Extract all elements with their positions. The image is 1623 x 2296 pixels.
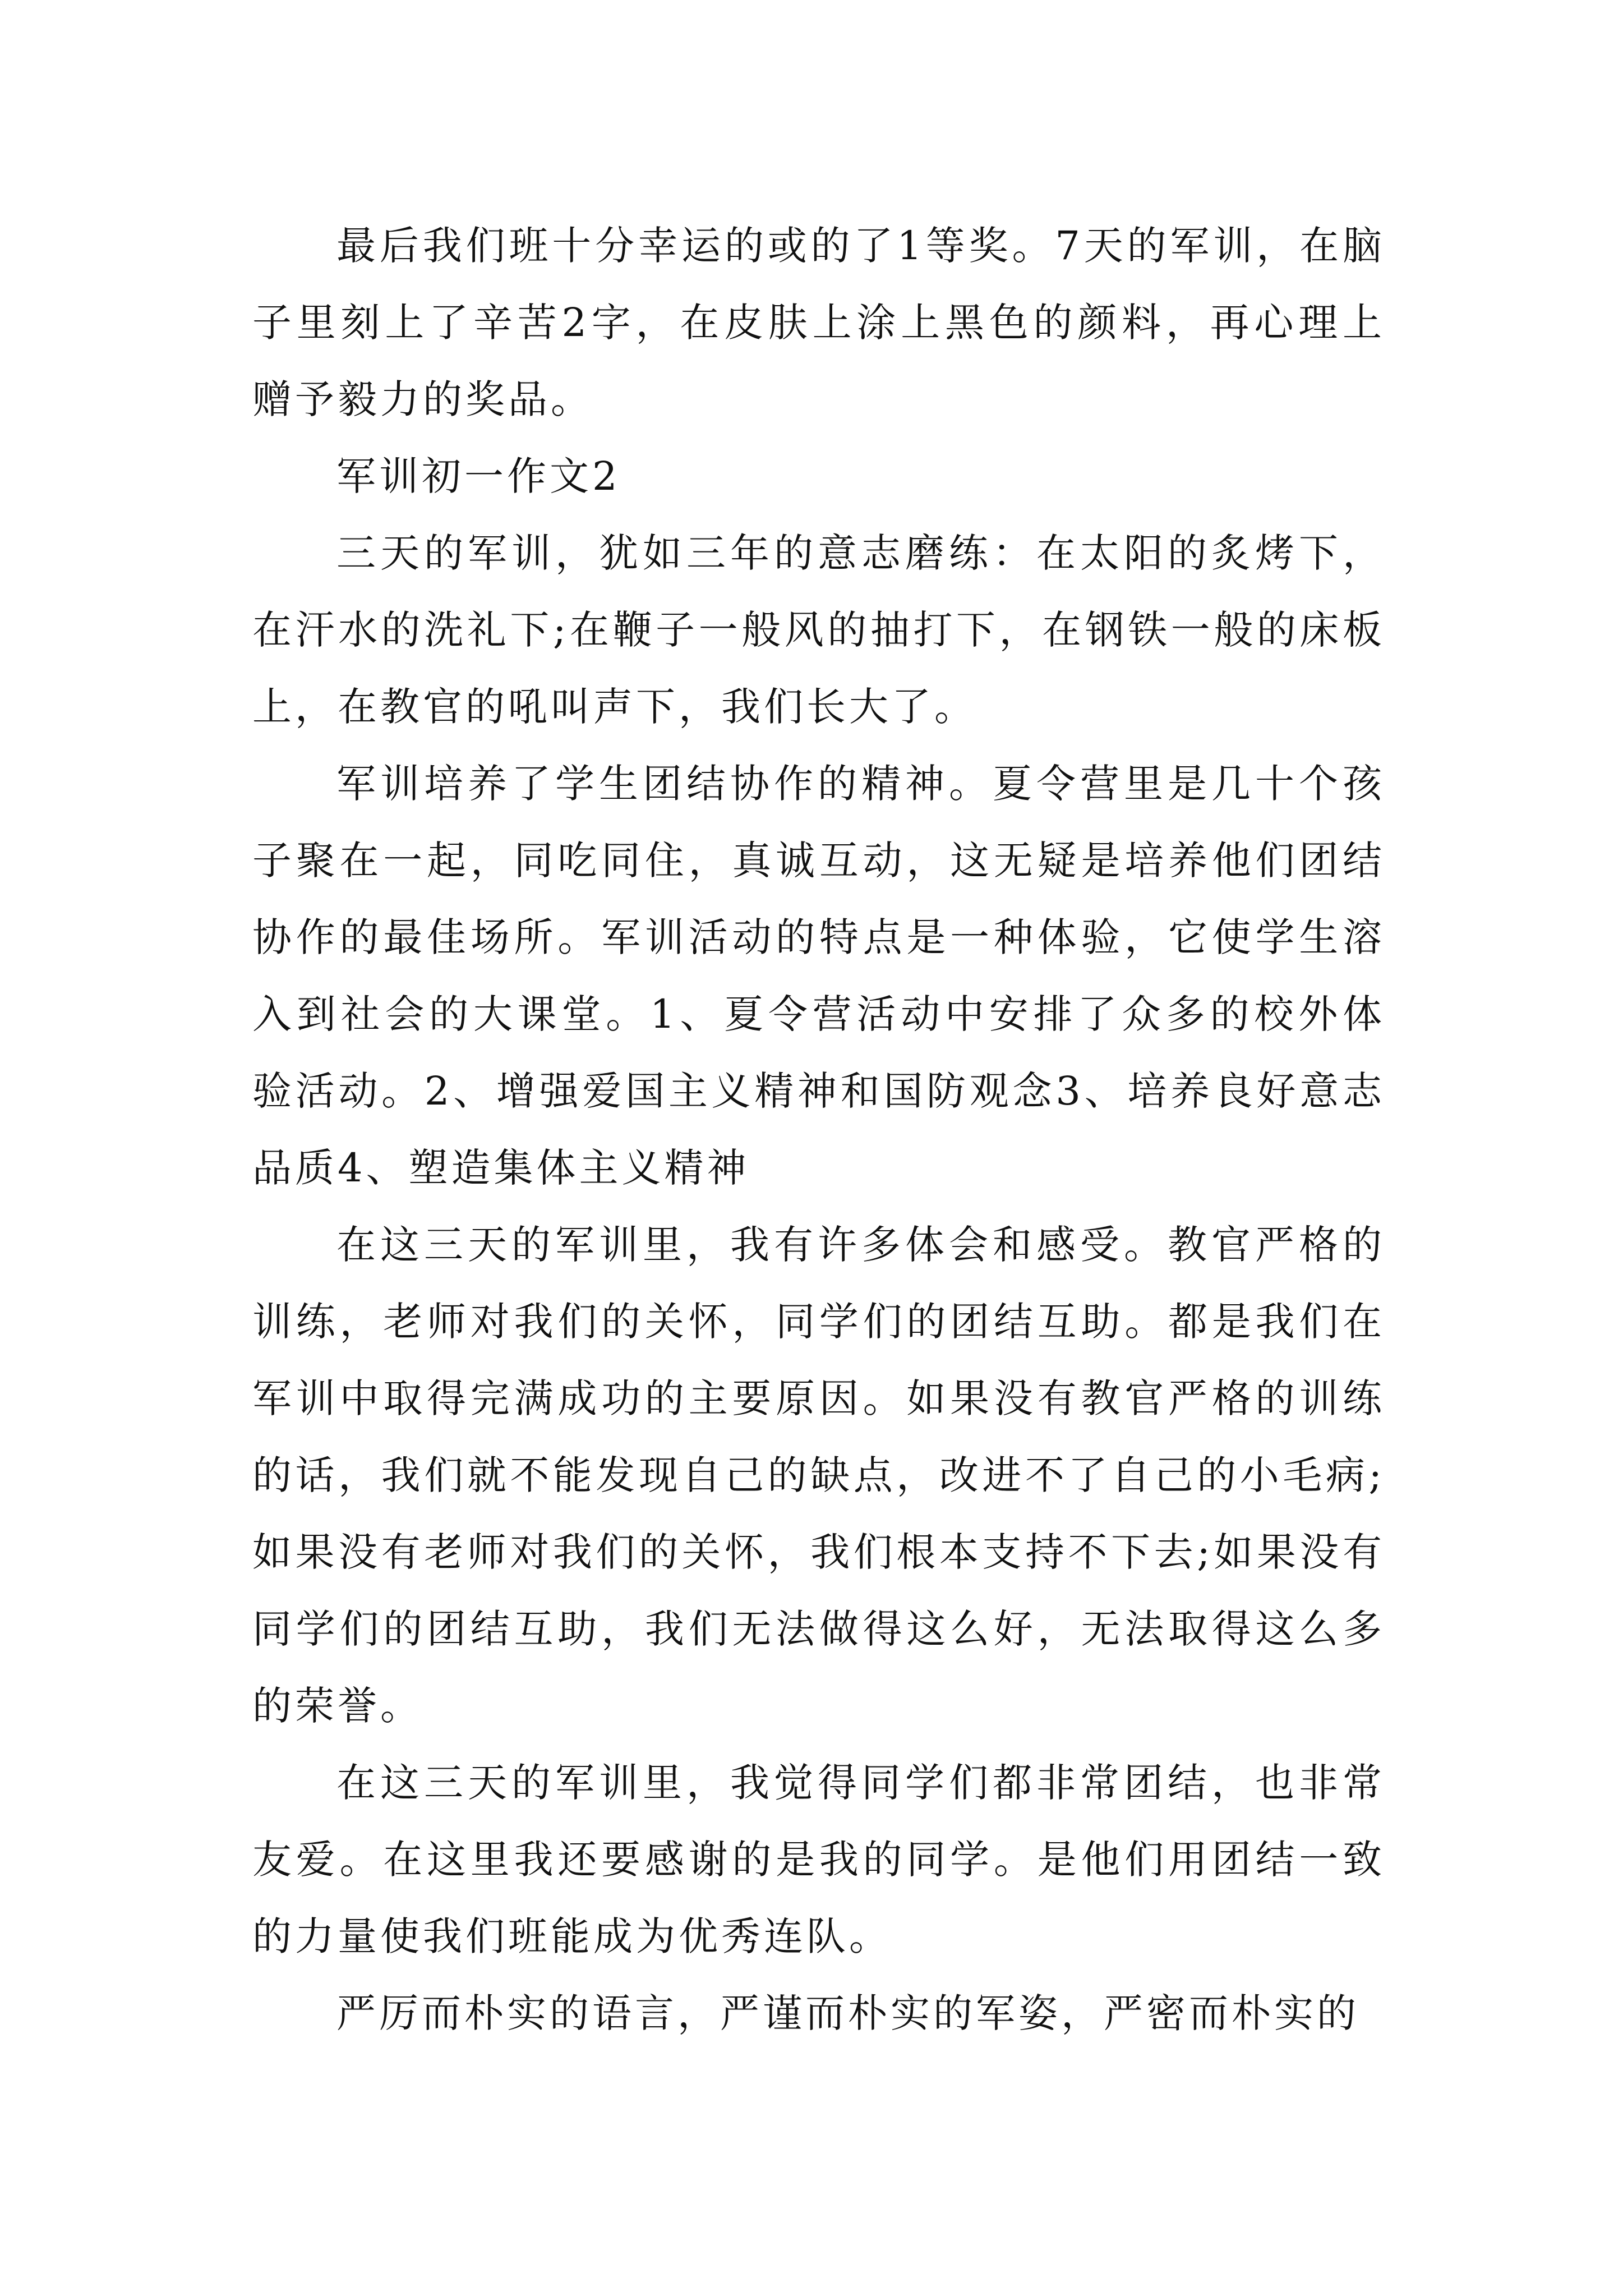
paragraph-closing: 严厉而朴实的语言，严谨而朴实的军姿，严密而朴实的	[336, 1990, 1359, 2036]
essay-title: 军训初一作文2	[336, 453, 621, 499]
document-body	[252, 208, 1385, 2052]
paragraph-feelings: 在这三天的军训里，我有许多体会和感受。教官严格的训练，老师对我们的关怀，同学们的团结互助。都是我们在军训中取得完满成功的主要原因。如果没有教官严格的训练的话，我们就不能发现自己的缺点，改进不了自己的小毛病;如果没有老师对我们的关怀，我们根本支持不下去;如果没有同学们的团结互助，我们无法做得这么好，无法取得这么多的荣誉。	[252, 1222, 1385, 1729]
paragraph-teamwork: 军训培养了学生团结协作的精神。夏令营里是几十个孩子聚在一起，同吃同住，真诚互动，这无疑是培养他们团结协作的最佳场所。军训活动的特点是一种体验，它使学生溶入到社会的大课堂。1、夏令营活动中安排了众多的校外体验活动。2、增强爱国主义精神和国防观念3、培养良好意志品质4、塑造集体主义精神	[252, 761, 1385, 1191]
paragraph-three-days: 三天的军训，犹如三年的意志磨练：在太阳的炙烤下，在汗水的洗礼下;在鞭子一般风的抽打下，在钢铁一般的床板上，在教官的吼叫声下，我们长大了。	[252, 530, 1385, 730]
paragraph-unity: 在这三天的军训里，我觉得同学们都非常团结，也非常友爱。在这里我还要感谢的是我的同学。是他们用团结一致的力量使我们班能成为优秀连队。	[252, 1760, 1385, 1959]
paragraph-award: 最后我们班十分幸运的或的了1等奖。7天的军训，在脑子里刻上了辛苦2字，在皮肤上涂上黑色的颜料，再心理上赠予毅力的奖品。	[252, 223, 1385, 422]
